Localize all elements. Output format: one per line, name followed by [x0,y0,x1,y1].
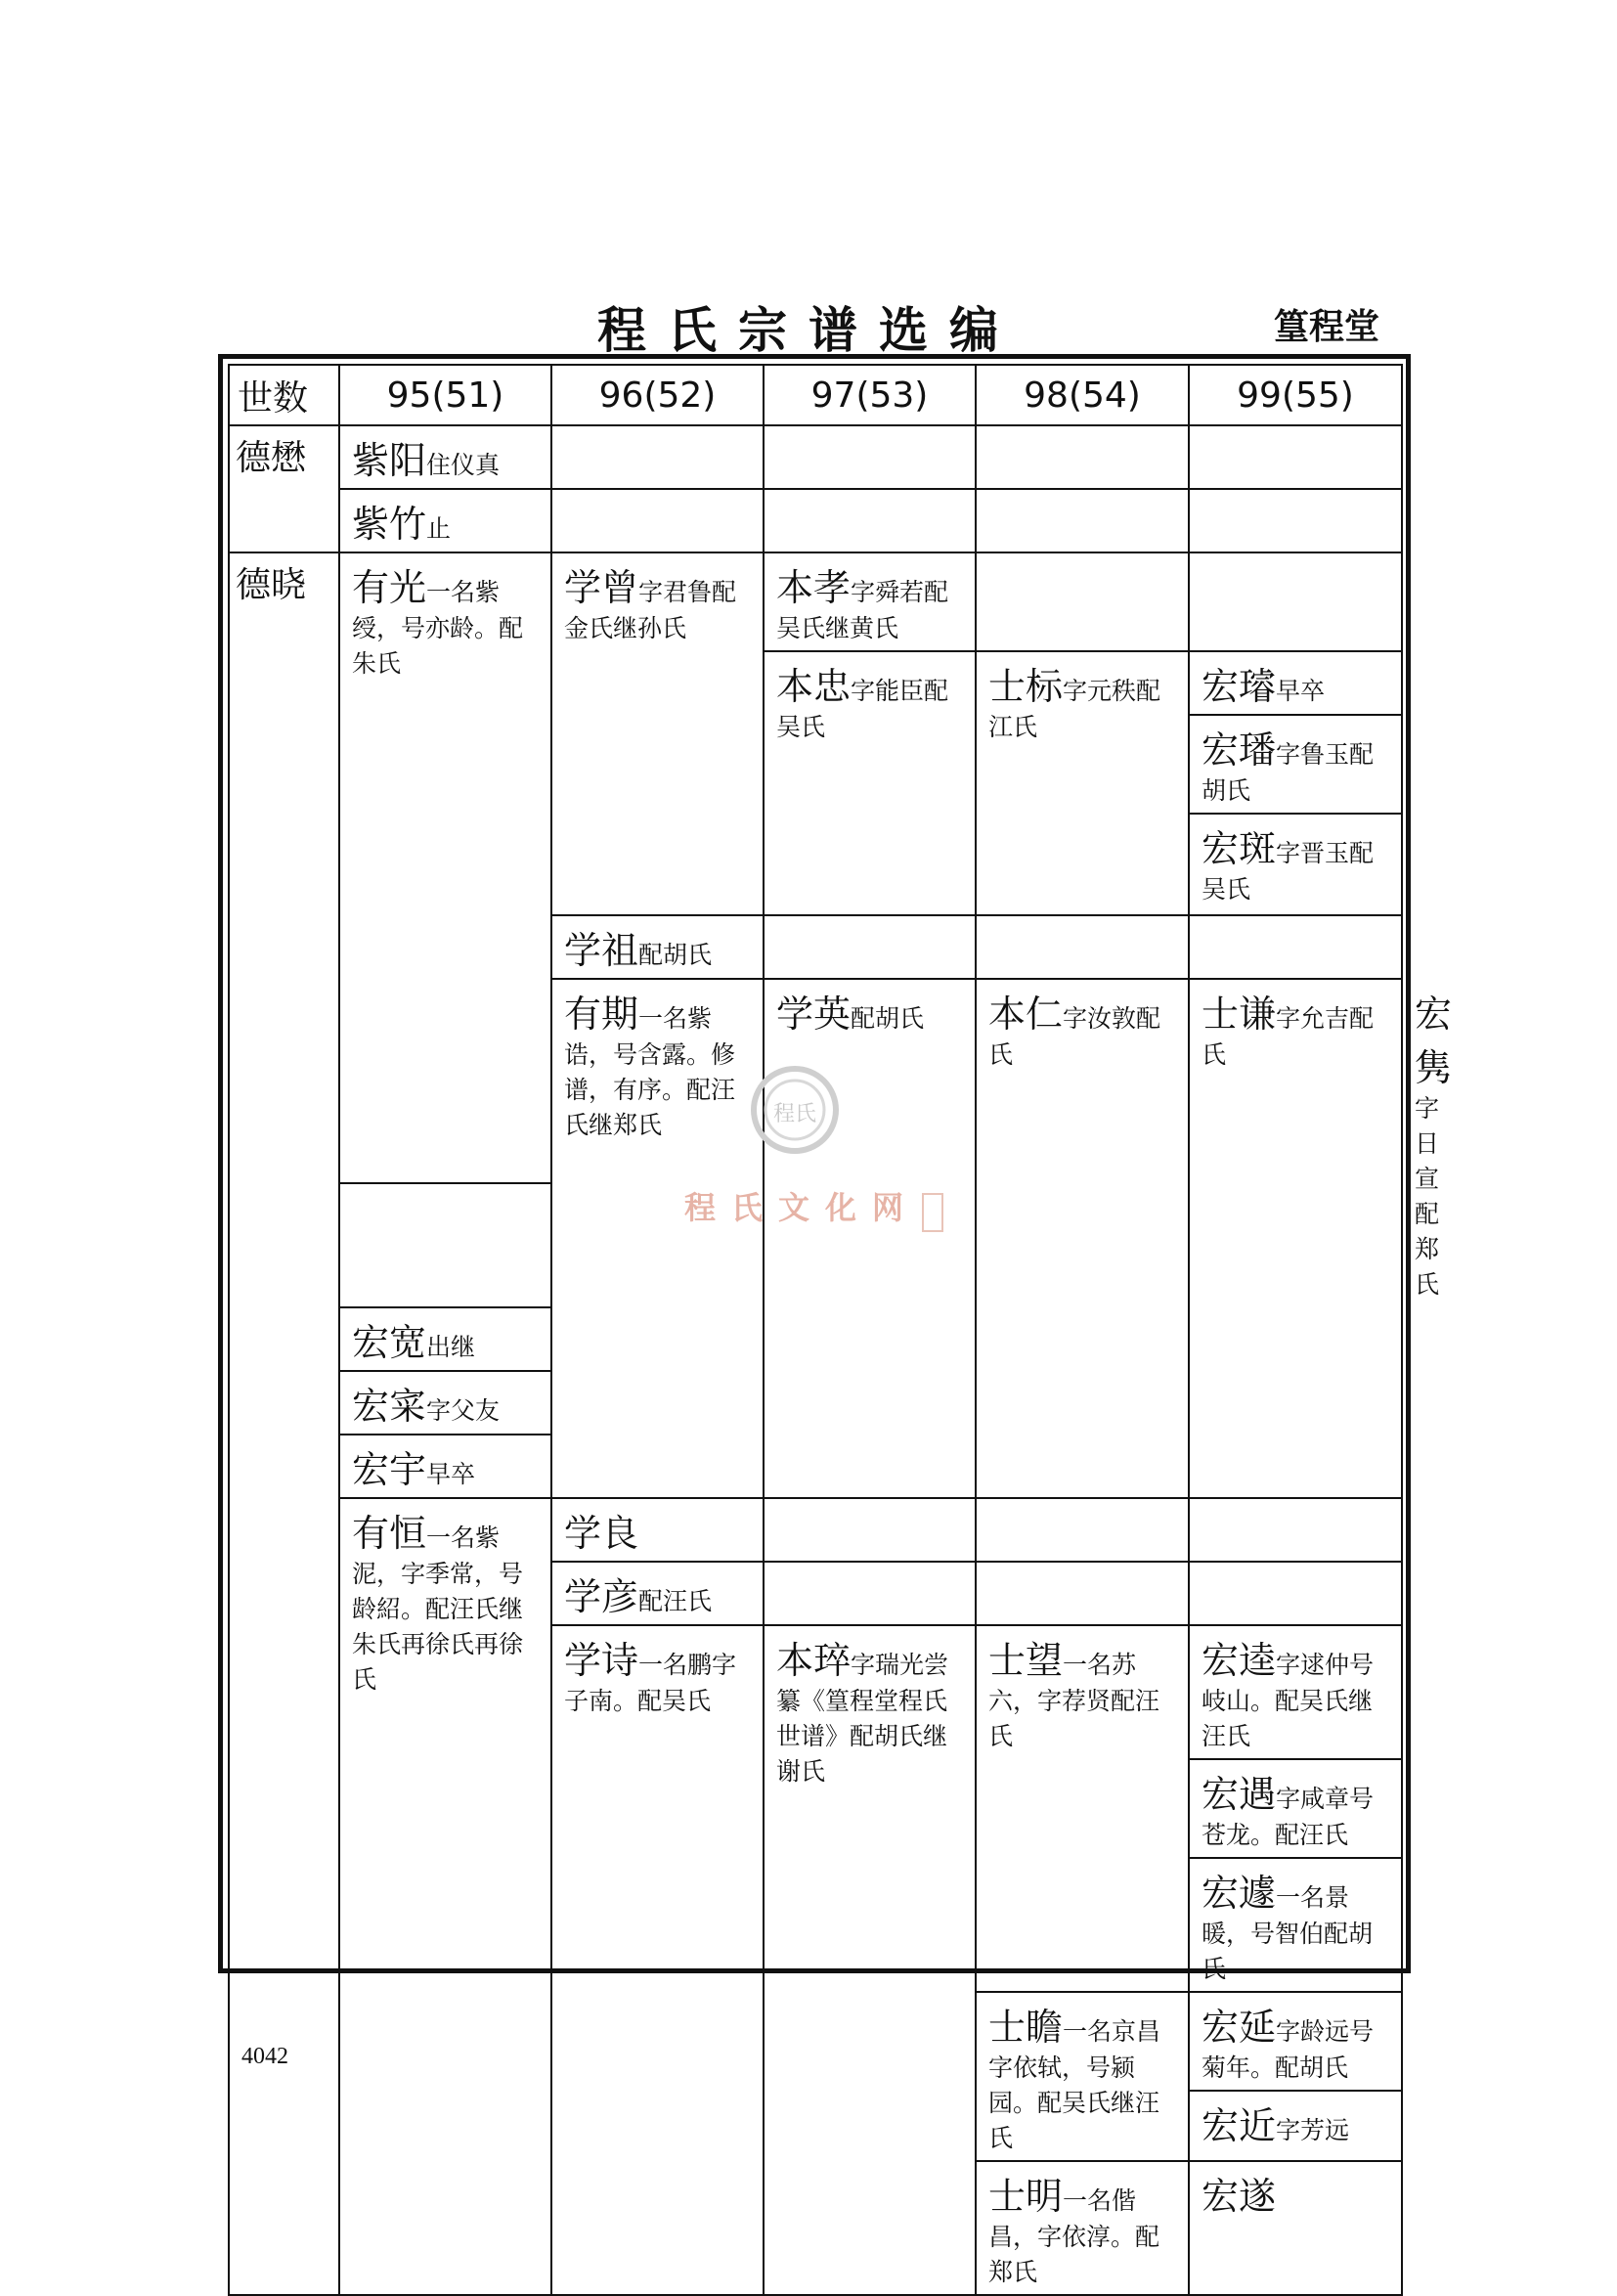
entry-note: 字瑞光尝纂《篁程堂程氏世谱》配胡氏继谢氏 [776,1651,949,1786]
entry-cell [1189,1992,1402,2091]
entry-name: 学彦 [564,1575,639,1618]
entry-note: 字龄远号菊年。配胡氏 [1202,2017,1375,2082]
entry-name: 宏宽 [352,1321,427,1364]
entry-cell [1189,1858,1402,1992]
entry-cell [339,1498,551,2295]
entry-name: 学曾 [564,566,639,609]
entry-cell [339,1435,551,1498]
entry-note: 一名鹏字子南。配吴氏 [564,1651,737,1715]
entry-name: 宏斑 [1202,827,1277,870]
entry-cell [551,1498,764,1562]
header-col-98: 98(54) [976,365,1189,425]
watermark-seal-icon [741,1056,849,1164]
entry-note: 字能臣配吴氏 [776,677,949,741]
entry-note: 止 [426,514,452,543]
entry-cell [764,552,976,651]
watermark-text: 程氏文化网 [684,1189,920,1226]
entry-cell [1189,715,1402,814]
entry-note: 一名景暖，号智伯配胡氏 [1202,1883,1374,1983]
entry-name: 士谦 [1202,993,1277,1036]
entry-cell [339,489,551,552]
entry-name: 学诗 [564,1639,639,1682]
entry-cell [764,1625,976,2295]
entry-note: 一名紫泥，字季常，号龄紹。配汪氏继朱氏再徐氏再徐氏 [352,1523,524,1694]
entry-name: 宏璿 [1202,665,1277,708]
entry-note: 早卒 [1276,677,1326,705]
entry-cell [339,552,551,1183]
entry-note: 字逑仲号岐山。配吴氏继汪氏 [1202,1651,1375,1750]
entry-name: 宏近 [1202,2104,1277,2147]
entry-cell [339,425,551,489]
entry-cell [764,651,976,915]
entry-cell [976,1992,1189,2161]
watermark-stamp-icon [922,1193,943,1232]
entry-cell [339,1307,551,1371]
entry-cell [339,1371,551,1435]
entry-note: 一名苏六，字荐贤配汪氏 [988,1651,1160,1750]
entry-note: 字日宣配郑氏 [1415,1094,1440,1299]
header-generation: 世数 [229,365,339,425]
entry-name: 宏延 [1202,2006,1277,2049]
entry-note: 一名京昌字依轼，号颍园。配吴氏继汪氏 [988,2017,1161,2152]
header-col-97: 97(53) [764,365,976,425]
page-title: 程氏宗谱选编 [597,302,1020,359]
entry-cell [1189,2161,1402,2295]
entry-note: 字芳远 [1276,2116,1350,2144]
entry-note: 字舜若配吴氏继黄氏 [776,578,949,642]
entry-note: 字鲁玉配胡氏 [1202,740,1375,805]
entry-name: 士明 [988,2175,1064,2218]
entry-note: 字晋玉配吴氏 [1202,839,1375,904]
entry-cell [551,915,764,979]
entry-note: 配胡氏 [851,1004,925,1033]
entry-name: 本孝 [776,566,852,609]
entry-name: 宏璠 [1202,729,1277,772]
entry-name: 学祖 [564,929,639,972]
entry-cell [1189,1759,1402,1858]
entry-cell [551,979,764,1498]
header-row [229,365,1402,425]
entry-note: 早卒 [426,1460,476,1488]
entry-name: 宏寀 [352,1385,427,1428]
entry-cell [551,552,764,915]
generation-label: 德懋 [229,425,339,552]
entry-note: 字汝敦配 氏 [988,1004,1186,1069]
entry-note: 字父友 [426,1396,501,1425]
entry-cell [1189,814,1402,915]
hall-name: 篁程堂 [1274,307,1380,347]
entry-note: 一名紫绶，号亦龄。配朱氏 [352,578,524,678]
entry-name: 学良 [564,1512,639,1555]
entry-note: 一名偕昌，字依淳。配郑氏 [988,2186,1160,2286]
entry-note: 字元秩配江氏 [988,677,1161,741]
page-number: 4042 [241,2044,288,2069]
entry-name: 宏隽 [1415,993,1453,1089]
header-col-99: 99(55) [1189,365,1402,425]
entry-note: 配汪氏 [638,1587,713,1615]
entry-name: 宏遇 [1202,1773,1277,1816]
generation-label: 德晓 [229,552,339,2295]
entry-name: 宏宇 [352,1448,427,1491]
entry-name: 学英 [776,993,852,1036]
entry-note: 出继 [426,1333,476,1361]
entry-note: 配胡氏 [638,941,713,969]
entry-cell [551,1625,764,2295]
entry-note: 字允吉配 氏 [1202,1004,1399,1069]
entry-name: 宏遽 [1202,1872,1277,1915]
entry-name: 有光 [352,566,427,609]
entry-cell [1189,651,1402,715]
genealogy-table [228,364,1453,2296]
header-col-96: 96(52) [551,365,764,425]
entry-name: 有期 [564,993,639,1036]
entry-note: 字咸章号苍龙。配汪氏 [1202,1785,1375,1849]
entry-cell [1189,2091,1402,2161]
entry-name: 紫阳 [352,439,427,482]
entry-name: 士望 [988,1639,1064,1682]
entry-cell [1189,979,1402,1498]
entry-name: 宏逵 [1202,1639,1277,1682]
entry-cell [976,1625,1189,1992]
entry-name: 有恒 [352,1512,427,1555]
entry-note: 一名紫诰，号含露。修谱，有序。配汪氏继郑氏 [564,1004,736,1139]
entry-cell [976,2161,1189,2295]
watermark-seal-text: 程氏 [772,1102,817,1126]
entry-name: 士瞻 [988,2006,1064,2049]
entry-note: 字君鲁配金氏继孙氏 [564,578,737,642]
entry-cell [976,979,1189,1498]
entry-note: 住仪真 [426,451,501,479]
entry-name: 本琗 [776,1639,852,1682]
entry-name: 紫竹 [352,503,427,546]
entry-name: 士标 [988,665,1064,708]
entry-cell [976,651,1189,915]
header-col-95: 95(51) [339,365,551,425]
entry-name: 宏遂 [1202,2175,1277,2218]
entry-cell [1189,1625,1402,1759]
entry-cell [551,1562,764,1625]
entry-name: 本仁 [988,993,1064,1036]
entry-name: 本忠 [776,665,852,708]
